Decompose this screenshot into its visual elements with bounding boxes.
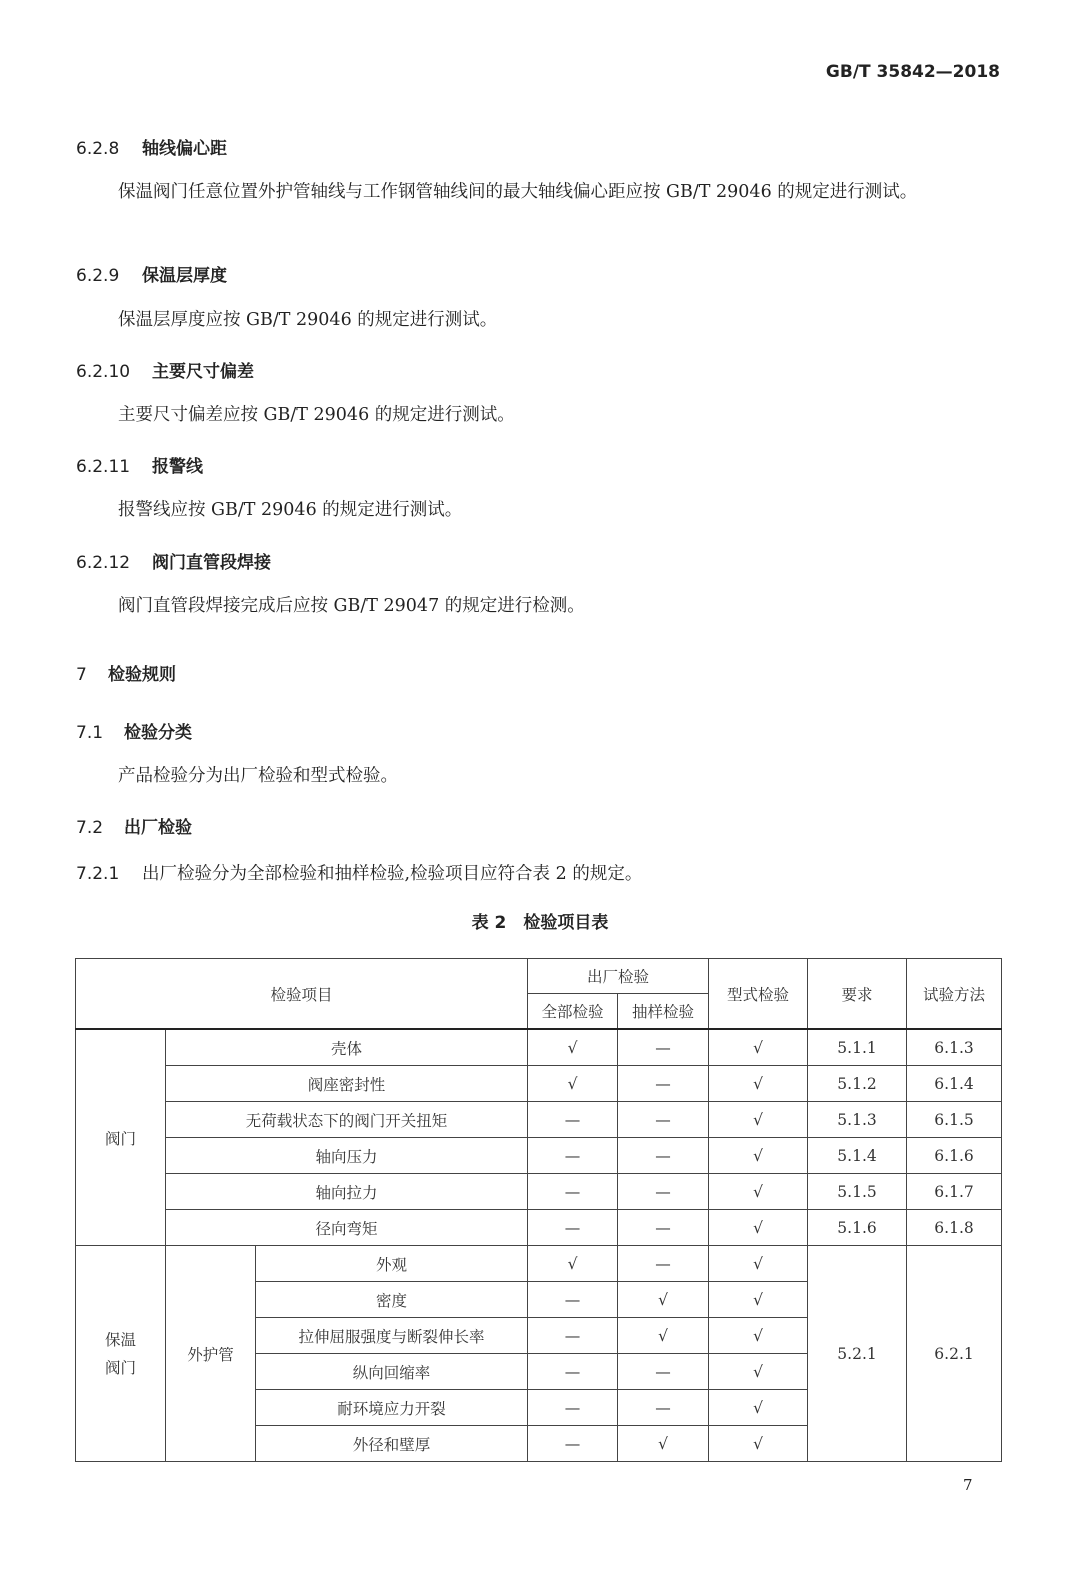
cell-sample: — [618, 1354, 709, 1390]
cell-type: √ [709, 1102, 808, 1138]
section-body: 产品检验分为出厂检验和型式检验。 [118, 766, 398, 786]
cell-full: — [528, 1210, 618, 1246]
cell-type: √ [709, 1318, 808, 1354]
row-name: 外观 [256, 1246, 528, 1282]
cell-full: — [528, 1102, 618, 1138]
cell-sample: — [618, 1138, 709, 1174]
cell-sample: — [618, 1102, 709, 1138]
table-row [76, 1102, 1002, 1138]
row-name: 耐环境应力开裂 [256, 1390, 528, 1426]
cell-full: — [528, 1390, 618, 1426]
row-name: 密度 [256, 1282, 528, 1318]
cell-method: 6.1.8 [907, 1210, 1002, 1246]
cell-full: √ [528, 1066, 618, 1102]
table-row [76, 1246, 1002, 1282]
cell-sample: — [618, 1066, 709, 1102]
section-body: 阀门直管段焊接完成后应按 GB/T 29047 的规定进行检测。 [118, 596, 585, 616]
row-name: 轴向拉力 [166, 1174, 528, 1210]
cell-sample: — [618, 1246, 709, 1282]
section-heading: 6.2.11 报警线 [76, 457, 203, 477]
section-body: 保温层厚度应按 GB/T 29046 的规定进行测试。 [118, 310, 498, 330]
cell-method: 6.2.1 [907, 1246, 1002, 1462]
header-full: 全部检验 [528, 994, 618, 1030]
cell-method: 6.1.3 [907, 1029, 1002, 1066]
row-name: 径向弯矩 [166, 1210, 528, 1246]
cell-type: √ [709, 1426, 808, 1462]
cell-type: √ [709, 1354, 808, 1390]
table-row [76, 1029, 1002, 1066]
group-outer-pipe: 外护管 [166, 1246, 256, 1462]
cell-req: 5.1.5 [808, 1174, 907, 1210]
group-valve: 阀门 [76, 1029, 166, 1246]
header-sample: 抽样检验 [618, 994, 709, 1030]
cell-type: √ [709, 1282, 808, 1318]
cell-req: 5.1.2 [808, 1066, 907, 1102]
cell-type: √ [709, 1138, 808, 1174]
row-name: 轴向压力 [166, 1138, 528, 1174]
cell-full: — [528, 1354, 618, 1390]
row-name: 拉伸屈服强度与断裂伸长率 [256, 1318, 528, 1354]
cell-method: 6.1.7 [907, 1174, 1002, 1210]
table-row [76, 1174, 1002, 1210]
section-heading: 6.2.10 主要尺寸偏差 [76, 362, 254, 382]
section-heading: 7.2 出厂检验 [76, 818, 192, 838]
cell-sample: √ [618, 1282, 709, 1318]
section-clause: 7.2.1 出厂检验分为全部检验和抽样检验,检验项目应符合表 2 的规定。 [76, 864, 643, 884]
cell-sample: — [618, 1029, 709, 1066]
cell-sample: √ [618, 1426, 709, 1462]
chapter-heading: 7 检验规则 [76, 665, 176, 685]
cell-req: 5.1.3 [808, 1102, 907, 1138]
cell-sample: — [618, 1210, 709, 1246]
header-req: 要求 [808, 959, 907, 1030]
cell-full: — [528, 1138, 618, 1174]
cell-type: √ [709, 1390, 808, 1426]
cell-full: √ [528, 1029, 618, 1066]
table-caption: 表 2 检验项目表 [471, 913, 609, 933]
table-row [76, 1138, 1002, 1174]
cell-method: 6.1.6 [907, 1138, 1002, 1174]
cell-method: 6.1.4 [907, 1066, 1002, 1102]
section-heading: 6.2.8 轴线偏心距 [76, 139, 227, 159]
table-row [76, 1210, 1002, 1246]
section-heading: 6.2.9 保温层厚度 [76, 266, 227, 286]
header-type: 型式检验 [709, 959, 808, 1030]
row-name: 外径和壁厚 [256, 1426, 528, 1462]
section-body: 主要尺寸偏差应按 GB/T 29046 的规定进行测试。 [118, 405, 515, 425]
cell-sample: √ [618, 1318, 709, 1354]
cell-type: √ [709, 1066, 808, 1102]
row-name: 壳体 [166, 1029, 528, 1066]
section-heading: 7.1 检验分类 [76, 723, 192, 743]
cell-full: — [528, 1174, 618, 1210]
cell-sample: — [618, 1390, 709, 1426]
cell-full: — [528, 1282, 618, 1318]
cell-sample: — [618, 1174, 709, 1210]
cell-req: 5.1.6 [808, 1210, 907, 1246]
table-row [76, 1066, 1002, 1102]
section-heading: 6.2.12 阀门直管段焊接 [76, 553, 271, 573]
header-item: 检验项目 [76, 959, 528, 1030]
cell-full: √ [528, 1246, 618, 1282]
page-number: 7 [963, 1476, 973, 1494]
group-insulated-valve: 保温阀门 [76, 1246, 166, 1462]
section-body: 保温阀门任意位置外护管轴线与工作钢管轴线间的最大轴线偏心距应按 GB/T 29046 的规定进行测试。 [118, 182, 918, 202]
standard-number: GB/T 35842—2018 [825, 62, 1000, 82]
cell-type: √ [709, 1029, 808, 1066]
cell-req: 5.1.4 [808, 1138, 907, 1174]
inspection-table [75, 958, 1002, 1462]
cell-req: 5.1.1 [808, 1029, 907, 1066]
header-method: 试验方法 [907, 959, 1002, 1030]
cell-type: √ [709, 1174, 808, 1210]
row-name: 阀座密封性 [166, 1066, 528, 1102]
header-factory: 出厂检验 [528, 959, 709, 994]
cell-method: 6.1.5 [907, 1102, 1002, 1138]
cell-type: √ [709, 1246, 808, 1282]
row-name: 无荷载状态下的阀门开关扭矩 [166, 1102, 528, 1138]
cell-type: √ [709, 1210, 808, 1246]
section-body: 报警线应按 GB/T 29046 的规定进行测试。 [118, 500, 463, 520]
cell-req: 5.2.1 [808, 1246, 907, 1462]
cell-full: — [528, 1426, 618, 1462]
cell-full: — [528, 1318, 618, 1354]
row-name: 纵向回缩率 [256, 1354, 528, 1390]
